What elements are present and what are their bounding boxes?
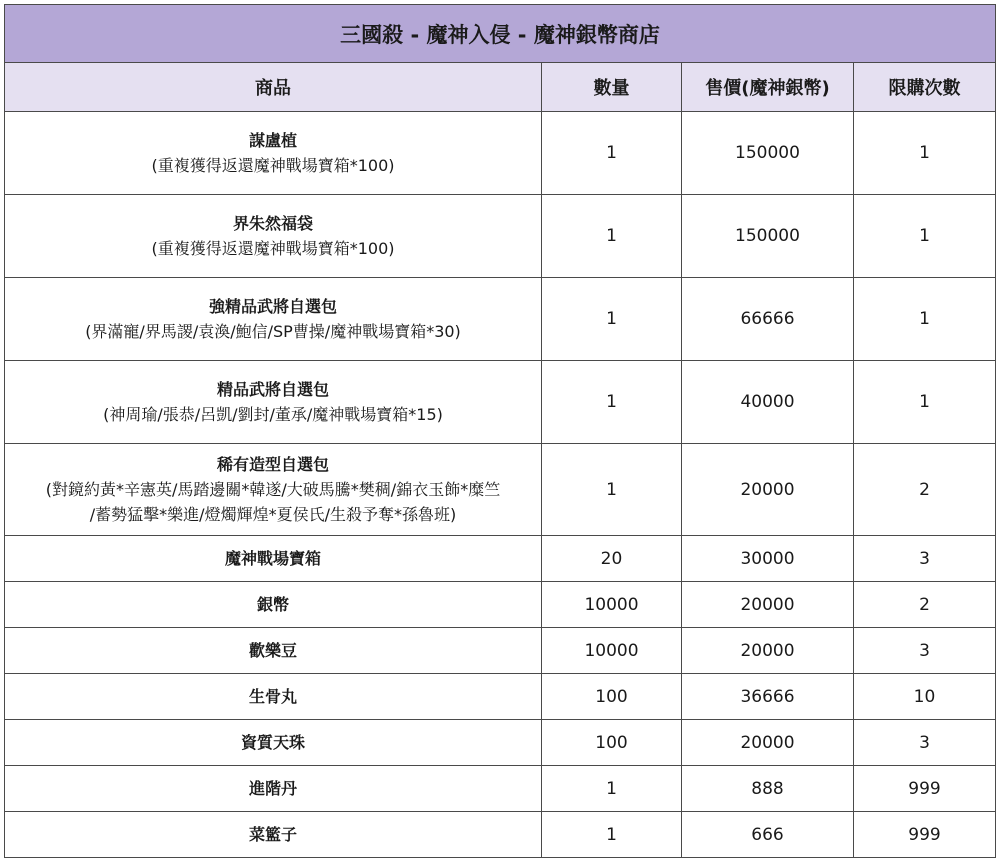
item-name: 稀有造型自選包 xyxy=(216,455,329,474)
price-cell: 150000 xyxy=(682,112,854,195)
item-cell xyxy=(5,361,542,444)
limit-cell: 1 xyxy=(854,361,996,444)
item-note: (重複獲得返還魔神戰場寶箱*100) xyxy=(151,239,395,258)
item-note: (重複獲得返還魔神戰場寶箱*100) xyxy=(151,156,395,175)
item-name: 進階丹 xyxy=(248,779,297,798)
item-cell xyxy=(5,720,542,766)
limit-cell: 3 xyxy=(854,628,996,674)
table-row xyxy=(5,112,996,195)
quantity-cell: 1 xyxy=(542,766,682,812)
price-cell: 40000 xyxy=(682,361,854,444)
item-name: 菜籃子 xyxy=(248,825,297,844)
item-cell xyxy=(5,628,542,674)
price-cell: 20000 xyxy=(682,628,854,674)
table-row xyxy=(5,766,996,812)
table-row xyxy=(5,720,996,766)
item-cell xyxy=(5,674,542,720)
header-price: 售價(魔神銀幣) xyxy=(682,63,854,112)
price-cell: 20000 xyxy=(682,444,854,536)
price-cell: 150000 xyxy=(682,195,854,278)
table-row xyxy=(5,195,996,278)
quantity-cell: 20 xyxy=(542,536,682,582)
table-row xyxy=(5,444,996,536)
quantity-cell: 1 xyxy=(542,112,682,195)
quantity-cell: 10000 xyxy=(542,628,682,674)
quantity-cell: 1 xyxy=(542,444,682,536)
item-name: 歡樂豆 xyxy=(248,641,297,660)
item-name: 界朱然福袋 xyxy=(232,214,313,233)
quantity-cell: 1 xyxy=(542,195,682,278)
price-cell: 888 xyxy=(682,766,854,812)
limit-cell: 3 xyxy=(854,720,996,766)
item-cell xyxy=(5,536,542,582)
header-row xyxy=(5,63,996,112)
table-row xyxy=(5,674,996,720)
item-note: (神周瑜/張恭/呂凱/劉封/董承/魔神戰場寶箱*15) xyxy=(103,405,443,424)
quantity-cell: 100 xyxy=(542,674,682,720)
item-cell xyxy=(5,112,542,195)
item-cell xyxy=(5,766,542,812)
limit-cell: 999 xyxy=(854,766,996,812)
quantity-cell: 1 xyxy=(542,812,682,858)
header-quantity: 數量 xyxy=(542,63,682,112)
item-name: 銀幣 xyxy=(256,595,289,614)
title-row xyxy=(5,5,996,63)
price-cell: 666 xyxy=(682,812,854,858)
limit-cell: 2 xyxy=(854,582,996,628)
limit-cell: 10 xyxy=(854,674,996,720)
item-cell xyxy=(5,278,542,361)
quantity-cell: 100 xyxy=(542,720,682,766)
item-cell xyxy=(5,444,542,536)
table-row xyxy=(5,628,996,674)
price-cell: 66666 xyxy=(682,278,854,361)
price-cell: 30000 xyxy=(682,536,854,582)
limit-cell: 2 xyxy=(854,444,996,536)
table-row xyxy=(5,582,996,628)
price-cell: 20000 xyxy=(682,720,854,766)
price-cell: 36666 xyxy=(682,674,854,720)
item-name: 魔神戰場寶箱 xyxy=(224,549,321,568)
header-limit: 限購次數 xyxy=(854,63,996,112)
table-row xyxy=(5,812,996,858)
limit-cell: 1 xyxy=(854,195,996,278)
item-name: 精品武將自選包 xyxy=(216,380,329,399)
quantity-cell: 1 xyxy=(542,361,682,444)
shop-table-wrapper xyxy=(4,4,995,858)
item-name: 謀盧植 xyxy=(248,131,297,150)
limit-cell: 1 xyxy=(854,112,996,195)
limit-cell: 999 xyxy=(854,812,996,858)
item-cell xyxy=(5,195,542,278)
item-cell xyxy=(5,582,542,628)
table-row xyxy=(5,361,996,444)
quantity-cell: 10000 xyxy=(542,582,682,628)
item-name: 生骨丸 xyxy=(248,687,297,706)
table-row xyxy=(5,536,996,582)
limit-cell: 3 xyxy=(854,536,996,582)
item-note: (界滿寵/界馬謖/袁渙/鮑信/SP曹操/魔神戰場寶箱*30) xyxy=(85,322,461,341)
quantity-cell: 1 xyxy=(542,278,682,361)
price-cell: 20000 xyxy=(682,582,854,628)
item-name: 資質天珠 xyxy=(240,733,305,752)
shop-table xyxy=(4,4,996,858)
table-title: 三國殺 - 魔神入侵 - 魔神銀幣商店 xyxy=(5,5,996,63)
table-row xyxy=(5,278,996,361)
header-item: 商品 xyxy=(5,63,542,112)
item-name: 強精品武將自選包 xyxy=(208,297,337,316)
limit-cell: 1 xyxy=(854,278,996,361)
item-cell xyxy=(5,812,542,858)
item-note-continued: /蓄勢猛擊*樂進/燈燭輝煌*夏侯氏/生殺予奪*孫魯班) xyxy=(89,505,457,524)
item-note: (對鏡約黃*辛憲英/馬踏邊關*韓遂/大破馬騰*樊稠/錦衣玉飾*糜竺 xyxy=(45,480,501,499)
